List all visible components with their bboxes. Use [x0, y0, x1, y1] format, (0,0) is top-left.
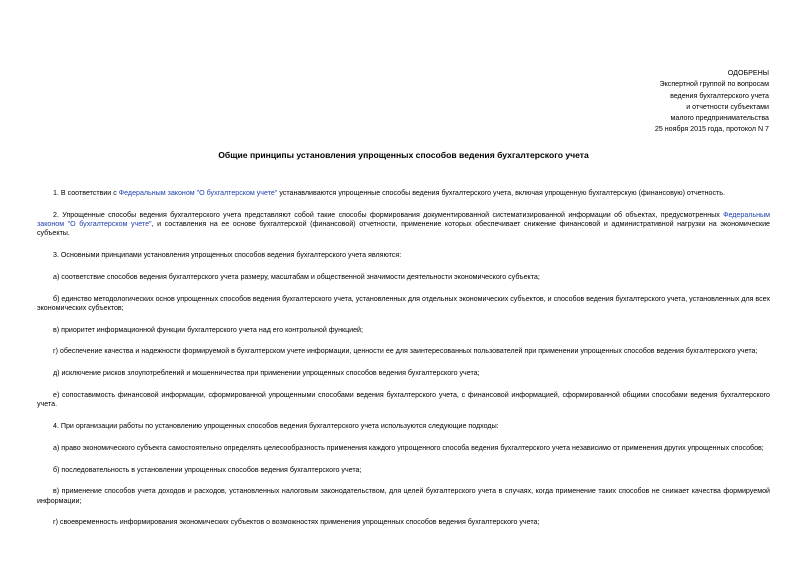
approval-line: ОДОБРЕНЫ [727, 69, 769, 77]
paragraph-3e: е) сопоставимость финансовой информации, сформированной упрощенными способами ведения бухгалтерского учета, с финансовой информацией, сформированной общими способами ведения бухгалтерского учета. [37, 390, 770, 409]
paragraph-3: 3. Основными принципами установления упрощенных способов ведения бухгалтерского учета являются: [53, 251, 402, 259]
paragraph-1 [37, 189, 770, 198]
paragraph-text: 1. В соответствии с [53, 189, 119, 197]
paragraph-4b: б) последовательность в установлении упрощенных способов ведения бухгалтерского учета; [53, 465, 362, 474]
federal-law-link[interactable]: Федеральным законом "О бухгалтерском учете" [37, 210, 770, 228]
paragraph-3d: д) исключение рисков злоупотреблений и мошенничества при применении упрощенных способов ведения бухгалтерского учета; [53, 369, 480, 378]
paragraph-3v: в) приоритет информационной функции бухгалтерского учета над его контрольной функцией; [53, 325, 363, 334]
paragraph-4g: г) своевременность информирования экономических субъектов о возможностях применения упрощенных способов ведения бухгалтерского учета; [53, 518, 540, 527]
approval-line: ведения бухгалтерского учета [670, 91, 769, 100]
paragraph-text: 2. Упрощенные способы ведения бухгалтерского учета представляют собой такие способы формирования документированной систематизированной информации об объектах, предусмотренных [53, 210, 724, 219]
paragraph-4a: а) право экономического субъекта самостоятельно определять целесообразность применения каждого упрощенного способа ведения бухгалтерского учета независимо от применения других упрощенных способов; [53, 443, 764, 452]
paragraph-3a: а) соответствие способов ведения бухгалтерского учета размеру, масштабам и общественной значимости деятельности экономического субъекта; [53, 272, 540, 281]
paragraph-3g: г) обеспечение качества и надежности формируемой в бухгалтерском учете информации, ценности ее для заинтересованных пользователей при применении упрощенных способов ведения бухгалтерского учета; [53, 347, 758, 356]
paragraph-2 [37, 211, 770, 239]
document-body [37, 189, 770, 540]
approval-line: и отчетности субъектами [686, 102, 769, 111]
paragraph-4v: в) применение способов учета доходов и расходов, установленных налоговым законодательством, для целей бухгалтерского учета в случаях, когда применение таких способов не снижает качества формируемой информации; [37, 487, 770, 505]
paragraph-text: устанавливаются упрощенные способы ведения бухгалтерского учета, включая упрощенную бухгалтерскую (финансовую) отчетность. [277, 189, 725, 197]
approval-line: Экспертной группой по вопросам [659, 80, 769, 89]
paragraph-text: , и составления на ее основе бухгалтерской (финансовой) отчетности, применение которых обеспечивает снижение финансовой и административной нагрузки на экономические субъекты. [37, 220, 770, 238]
approval-line: малого предпринимательства [670, 114, 769, 123]
paragraph-4: 4. При организации работы по установлению упрощенных способов ведения бухгалтерского учета используются следующие подходы: [53, 421, 499, 430]
federal-law-link[interactable]: Федеральным законом "О бухгалтерском учете" [118, 189, 278, 197]
approval-line: 25 ноября 2015 года, протокол N 7 [654, 125, 769, 134]
paragraph-3b: б) единство методологических основ упрощенных способов ведения бухгалтерского учета, установленных для отдельных экономических субъектов, и способов ведения бухгалтерского учета, установленных для всех экономических субъектов; [37, 294, 770, 312]
document-title: Общие принципы установления упрощенных способов ведения бухгалтерского учета [218, 150, 589, 160]
approval-block [655, 68, 769, 136]
